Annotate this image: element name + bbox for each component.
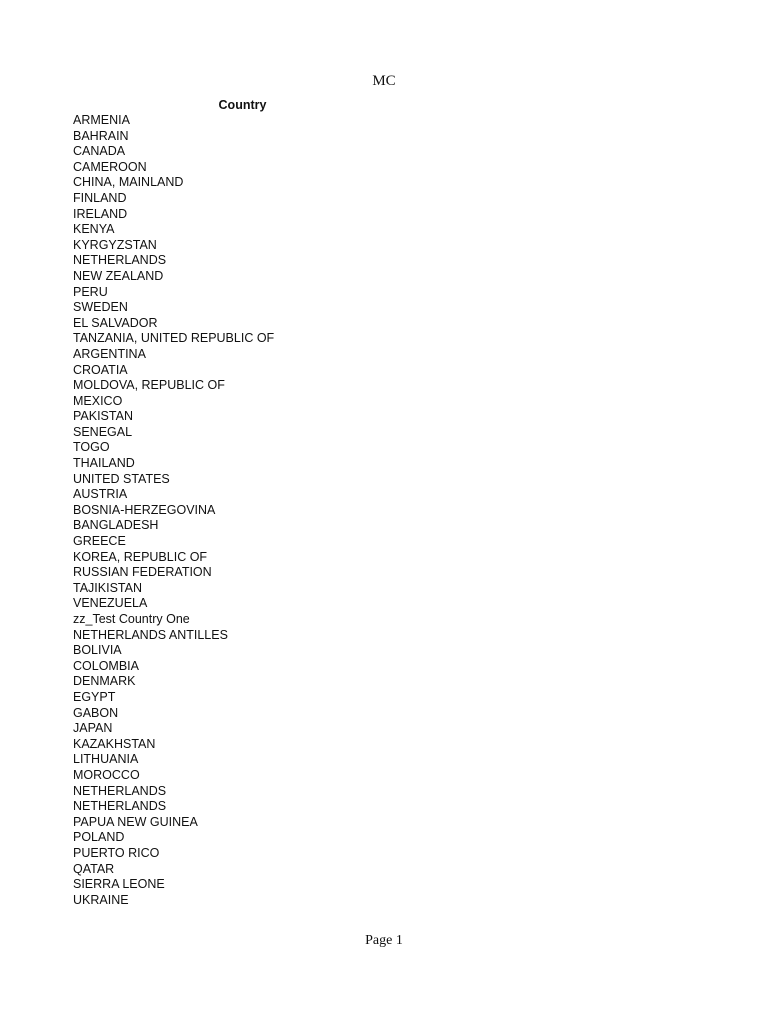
list-item: BOSNIA-HERZEGOVINA xyxy=(73,502,216,517)
list-item: CANADA xyxy=(73,144,126,159)
list-item: PAPUA NEW GUINEA xyxy=(73,814,198,829)
list-item: EGYPT xyxy=(73,689,116,704)
list-item: MEXICO xyxy=(73,393,123,408)
list-item: UNITED STATES xyxy=(73,471,170,486)
list-item: MOLDOVA, REPUBLIC OF xyxy=(73,378,225,393)
list-item: CHINA, MAINLAND xyxy=(73,175,184,190)
list-item: THAILAND xyxy=(73,456,135,471)
list-item: PUERTO RICO xyxy=(73,845,160,860)
list-item: BAHRAIN xyxy=(73,128,129,143)
list-item: NETHERLANDS xyxy=(73,783,167,798)
list-item: NETHERLANDS xyxy=(73,799,167,814)
list-item: ARGENTINA xyxy=(73,346,146,361)
list-item: ARMENIA xyxy=(73,113,130,127)
list-item: TANZANIA, UNITED REPUBLIC OF xyxy=(73,331,275,346)
list-item: MOROCCO xyxy=(73,767,140,782)
page-header: MC xyxy=(372,73,396,89)
list-item: UKRAINE xyxy=(73,892,129,907)
list-item: TAJIKISTAN xyxy=(73,580,142,595)
list-item: EL SALVADOR xyxy=(73,315,158,330)
list-item: JAPAN xyxy=(73,721,113,736)
list-item: DENMARK xyxy=(73,674,136,689)
list-item: KAZAKHSTAN xyxy=(73,736,156,751)
page-footer: Page 1 xyxy=(365,933,403,948)
list-item: SIERRA LEONE xyxy=(73,877,165,892)
list-item: NEW ZEALAND xyxy=(73,268,164,283)
list-item: COLOMBIA xyxy=(73,658,139,673)
list-item: zz_Test Country One xyxy=(73,612,190,626)
list-item: KOREA, REPUBLIC OF xyxy=(73,549,208,564)
list-item: GABON xyxy=(73,705,119,720)
list-item: FINLAND xyxy=(73,190,127,205)
list-item: POLAND xyxy=(73,830,125,845)
list-item: VENEZUELA xyxy=(73,596,148,611)
list-item: QATAR xyxy=(73,861,115,876)
list-item: CROATIA xyxy=(73,362,128,377)
column-header-country: Country xyxy=(218,98,267,112)
list-item: SENEGAL xyxy=(73,424,133,439)
list-item: LITHUANIA xyxy=(73,752,139,767)
list-item: KYRGYZSTAN xyxy=(73,237,157,252)
list-item: TOGO xyxy=(73,440,110,455)
list-item: NETHERLANDS ANTILLES xyxy=(73,627,228,642)
list-item: NETHERLANDS xyxy=(73,253,167,268)
list-item: IRELAND xyxy=(73,206,128,221)
list-item: BOLIVIA xyxy=(73,643,122,658)
list-item: CAMEROON xyxy=(73,159,147,174)
list-item: AUSTRIA xyxy=(73,487,128,502)
country-list xyxy=(73,113,274,908)
list-item: BANGLADESH xyxy=(73,518,159,533)
list-item: SWEDEN xyxy=(73,300,128,315)
list-item: PERU xyxy=(73,284,108,299)
list-item: GREECE xyxy=(73,534,126,549)
list-item: PAKISTAN xyxy=(73,409,133,424)
list-item: RUSSIAN FEDERATION xyxy=(73,565,212,580)
list-item: KENYA xyxy=(73,222,115,237)
